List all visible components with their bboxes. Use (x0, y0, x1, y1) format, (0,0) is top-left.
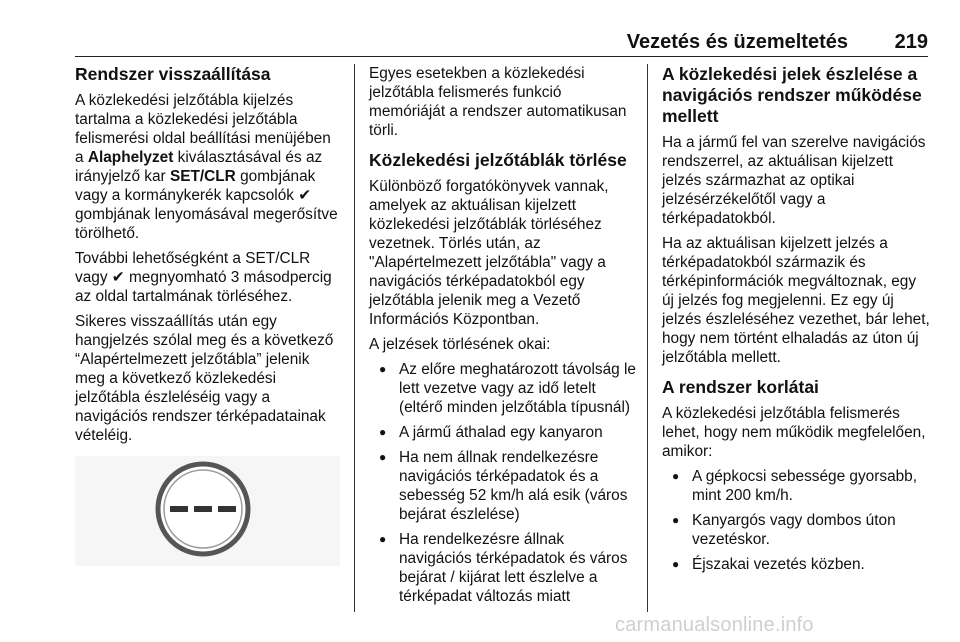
default-sign-illustration (75, 456, 340, 566)
checkmark-icon: ✔ (111, 269, 125, 286)
column-3 (662, 64, 932, 580)
column-1 (75, 64, 343, 451)
column-divider-1 (354, 64, 355, 612)
list-item: ● Kanyargós vagy dombos úton vezetéskor. (662, 511, 932, 549)
list-item: ● Éjszakai vezetés közben. (662, 555, 932, 574)
list-item: ● A jármű áthalad egy kanyaron (369, 423, 637, 442)
section-heading-clearing: Közlekedési jelzőtáblák törlése (369, 150, 627, 170)
page-number: 219 (894, 31, 928, 53)
list-item: ● Ha nem állnak rendelkezésre navigációs térképadatok és a sebesség 52 km/h alá esik (város bejárat észlelése) (369, 448, 637, 524)
section-heading-reset: Rendszer visszaállítása (75, 64, 271, 84)
paragraph-reasons-intro: A jelzések törlésének okai: (369, 336, 551, 353)
text-run: További lehetőségként a SET/CLR vagy (75, 250, 311, 286)
menu-option-default: Alaphelyzet (87, 149, 174, 166)
column-2 (369, 64, 637, 612)
page-header-title: Vezetés és üzemeltetés (626, 31, 848, 53)
paragraph-reset-instructions (75, 91, 343, 243)
text-run: megnyomható 3 másodpercig az oldal tartalmának törléséhez. (75, 269, 332, 305)
button-label-set-clr: SET/CLR (169, 168, 236, 185)
paragraph-alternative (75, 249, 343, 306)
text-run: A közlekedési jelzőtábla kijelzés tartalma a közlekedési jelzőtábla felismerési oldal beállítási menüjében a (75, 92, 331, 166)
paragraph-scenarios: Különböző forgatókönyvek vannak, amelyek az aktuálisan kijelzett közlekedési jelzőtáblák törléséhez vezetnek. Törlés után, az "Alapértelmezett jelzőtábla" vagy a navigációs térképadatokból egy jelzőtábla jelenik meg a Vezető Információs Központban. (369, 178, 609, 328)
paragraph-map-change: Ha az aktuálisan kijelzett jelzés a térképadatokból származik és térképinformációk megváltoznak, egy új jelzés fog megjelenni. Ez egy új jelzés észleléséhez vezethet, bár lehet, hogy nem történt elhaladás az úton új jelzőtábla mellett. (662, 235, 930, 366)
paragraph-limits-intro: A közlekedési jelzőtábla felismerés lehet, hogy nem működik megfelelően, amikor: (662, 405, 926, 460)
paragraph-navigation-source: Ha a jármű fel van szerelve navigációs rendszerrel, az aktuálisan kijelzett jelzés származhat az optikai jelzésérzékelőtől vagy a térképadatokból. (662, 134, 926, 227)
list-item: ● A gépkocsi sebessége gyorsabb, mint 200 km/h. (662, 467, 932, 505)
paragraph-success: Sikeres visszaállítás után egy hangjelzés szólal meg és a következő “Alapértelmezett jelzőtábla” jelenik meg a következő közlekedési jelzőtábla észleléséig vagy a navigációs rendszer térképadatainak vételéig. (75, 313, 334, 444)
text-run: gombjának vagy a kormánykerék kapcsolók (75, 168, 316, 204)
section-heading-navigation: A közlekedési jelek észlelése a navigációs rendszer működése mellett (662, 64, 922, 126)
default-traffic-sign-icon (75, 456, 340, 566)
text-run: kiválasztásával és az irányjelző kar (75, 149, 323, 185)
list-item: ● Az előre meghatározott távolság le lett vezetve vagy az idő letelt (eltérő minden jelzőtábla típusnál) (369, 360, 637, 417)
checkmark-icon: ✔ (298, 187, 312, 204)
reasons-list (369, 360, 637, 606)
paragraph-auto-clear: Egyes esetekben a közlekedési jelzőtábla felismerés funkció memóriáját a rendszer automatikusan törli. (369, 65, 627, 139)
column-divider-2 (647, 64, 648, 612)
limits-list (662, 467, 932, 574)
watermark-text: carmanualsonline.info (615, 614, 814, 636)
text-run: gombjának lenyomásával megerősítve törölhető. (75, 206, 338, 242)
section-heading-limits: A rendszer korlátai (662, 377, 819, 397)
page-header (75, 30, 928, 57)
list-item: ● Ha rendelkezésre állnak navigációs térképadatok és város bejárat / kijárat lett észlelve a térképadat változás miatt (369, 530, 637, 606)
